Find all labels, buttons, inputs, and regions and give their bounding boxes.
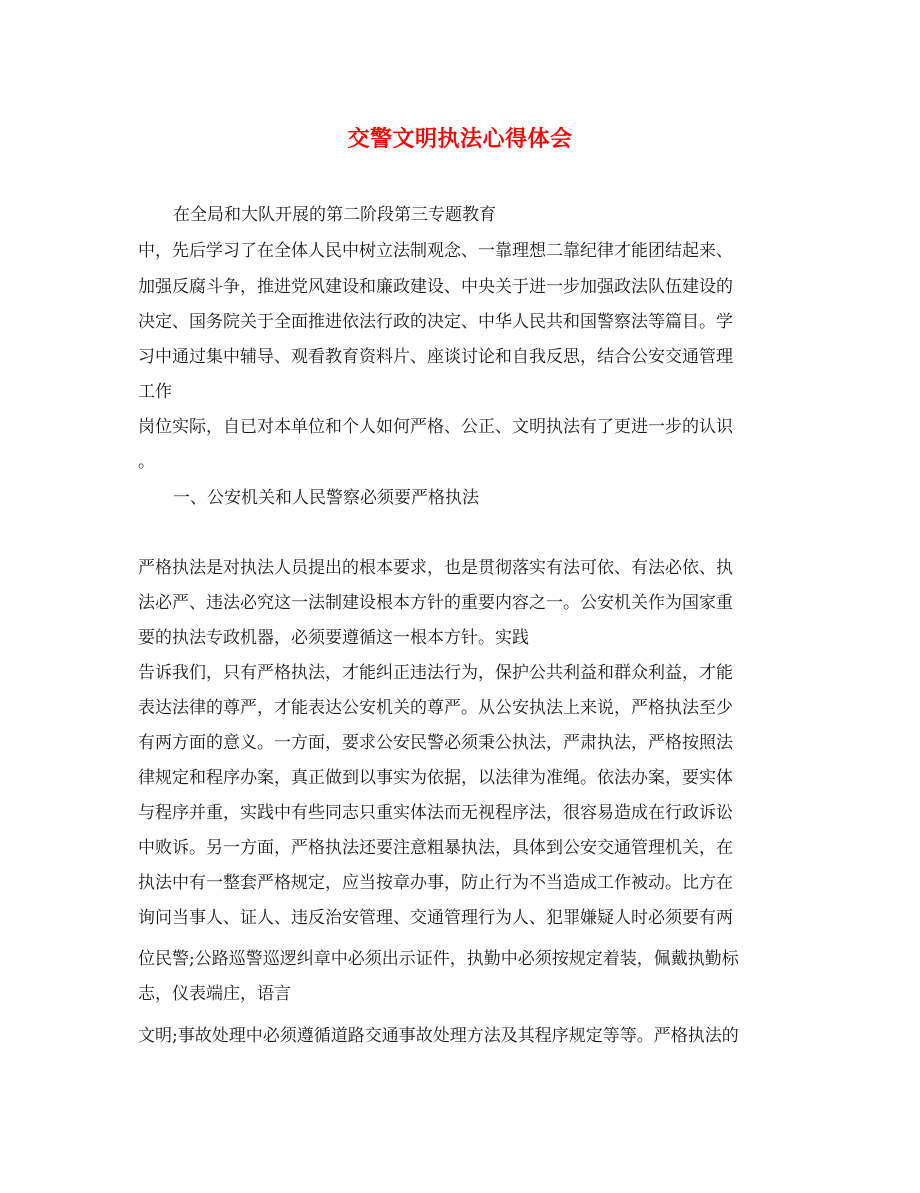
paragraph-line: 告诉我们，只有严格执法，才能纠正违法行为，保护公共利益和群众利益，才能 xyxy=(138,663,733,683)
paragraph-line: 执法中有一整套严格规定，应当按章办事，防止行为不当造成工作被动。比方在 xyxy=(138,873,733,893)
section-heading: 一、公安机关和人民警察必须要严格执法 xyxy=(173,488,479,508)
paragraph-line: 询问当事人、证人、违反治安管理、交通管理行为人、犯罪嫌疑人时必须要有两 xyxy=(138,908,733,928)
paragraph-line: 志，仪表端庄，语言 xyxy=(138,984,291,1004)
paragraph-line: 工作 xyxy=(138,382,172,402)
paragraph-line: 岗位实际，自已对本单位和个人如何严格、公正、文明执法有了更进一步的认识 xyxy=(138,417,733,437)
paragraph-line: 法必严、违法必究这一法制建设根本方针的重要内容之一。公安机关作为国家重 xyxy=(138,593,733,613)
paragraph-line: 习中通过集中辅导、观看教育资料片、座谈讨论和自我反思，结合公安交通管理 xyxy=(138,347,733,367)
paragraph-line: 与程序并重，实践中有些同志只重实体法而无视程序法，很容易造成在行政诉讼 xyxy=(138,803,733,823)
paragraph-line: 严格执法是对执法人员提出的根本要求，也是贯彻落实有法可依、有法必依、执 xyxy=(138,558,733,578)
paragraph-line: 中，先后学习了在全体人民中树立法制观念、一靠理想二靠纪律才能团结起来、 xyxy=(138,241,733,261)
paragraph-line: 位民警;公路巡警巡逻纠章中必须出示证件，执勤中必须按规定着装，佩戴执勤标 xyxy=(138,949,739,969)
paragraph-line: 表达法律的尊严，才能表达公安机关的尊严。从公安执法上来说，严格执法至少 xyxy=(138,698,733,718)
paragraph-line: 有两方面的意义。一方面，要求公安民警必须秉公执法，严肃执法，严格按照法 xyxy=(138,733,733,753)
paragraph-line: 要的执法专政机器，必须要遵循这一根本方针。实践 xyxy=(138,628,529,648)
paragraph-line: 在全局和大队开展的第二阶段第三专题教育 xyxy=(173,205,496,225)
paragraph-line: 中败诉。另一方面，严格执法还要注意粗暴执法，具体到公安交通管理机关，在 xyxy=(138,838,733,858)
paragraph-line: 。 xyxy=(138,452,155,472)
paragraph-line: 文明;事故处理中必须遵循道路交通事故处理方法及其程序规定等等。严格执法的 xyxy=(138,1026,739,1046)
paragraph-line: 决定、国务院关于全面推进依法行政的决定、中华人民共和国警察法等篇目。学 xyxy=(138,312,733,332)
paragraph-line: 律规定和程序办案，真正做到以事实为依据，以法律为准绳。依法办案，要实体 xyxy=(138,768,733,788)
paragraph-line: 加强反腐斗争，推进党风建设和廉政建设、中央关于进一步加强政法队伍建设的 xyxy=(138,277,733,297)
document-title: 交警文明执法心得体会 xyxy=(347,127,573,152)
